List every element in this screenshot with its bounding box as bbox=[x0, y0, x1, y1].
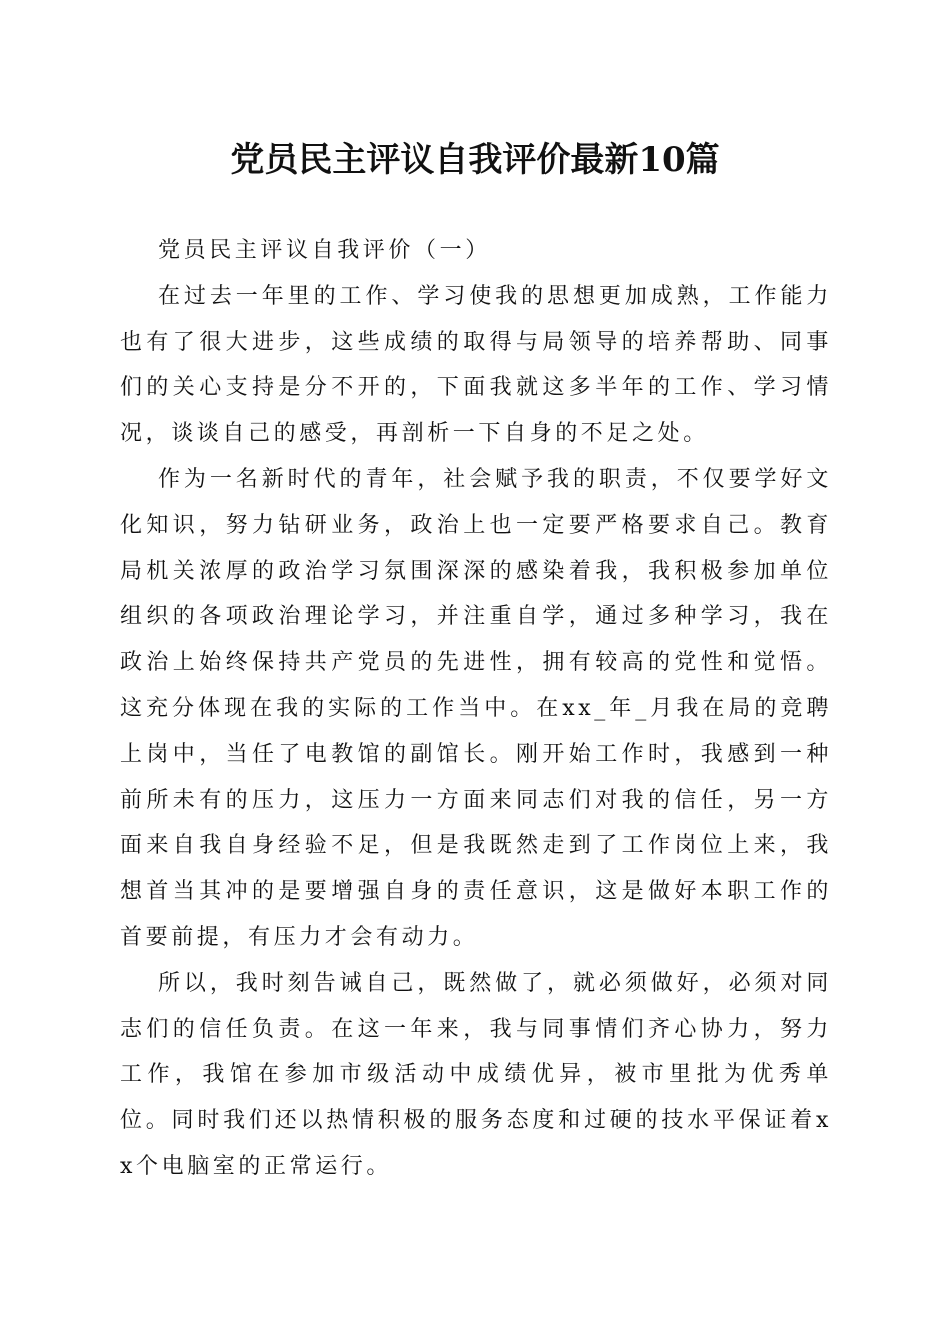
paragraph-2: 作为一名新时代的青年，社会赋予我的职责，不仅要学好文化知识，努力钻研业务，政治上也一定要严格要求自己。教育局机关浓厚的政治学习氛围深深的感染着我，我积极参加单位组织的各项政治理论学习，并注重自学，通过多种学习，我在政治上始终保持共产党员的先进性，拥有较高的党性和觉悟。这充分体现在我的实际的工作当中。在xx_年_月我在局的竞聘上岗中，当任了电教馆的副馆长。刚开始工作时，我感到一种前所未有的压力，这压力一方面来同志们对我的信任，另一方面来自我自身经验不足，但是我既然走到了工作岗位上来，我想首当其冲的是要增强自身的责任意识，这是做好本职工作的首要前提，有压力才会有动力。 bbox=[120, 466, 832, 950]
document-title: 党员民主评议自我评价最新10篇 bbox=[230, 140, 720, 180]
section-heading: 党员民主评议自我评价（一） bbox=[158, 238, 491, 263]
paragraph-3: 所以，我时刻告诫自己，既然做了，就必须做好，必须对同志们的信任负责。在这一年来，我与同事情们齐心协力，努力工作，我馆在参加市级活动中成绩优异，被市里批为优秀单位。同时我们还以热情积极的服务态度和过硬的技水平保证着xx个电脑室的正常运行。 bbox=[120, 970, 832, 1179]
document-body bbox=[120, 228, 832, 1190]
paragraph-1: 在过去一年里的工作、学习使我的思想更加成熟，工作能力也有了很大进步，这些成绩的取得与局领导的培养帮助、同事们的关心支持是分不开的，下面我就这多半年的工作、学习情况，谈谈自己的感受，再剖析一下自身的不足之处。 bbox=[120, 283, 832, 447]
